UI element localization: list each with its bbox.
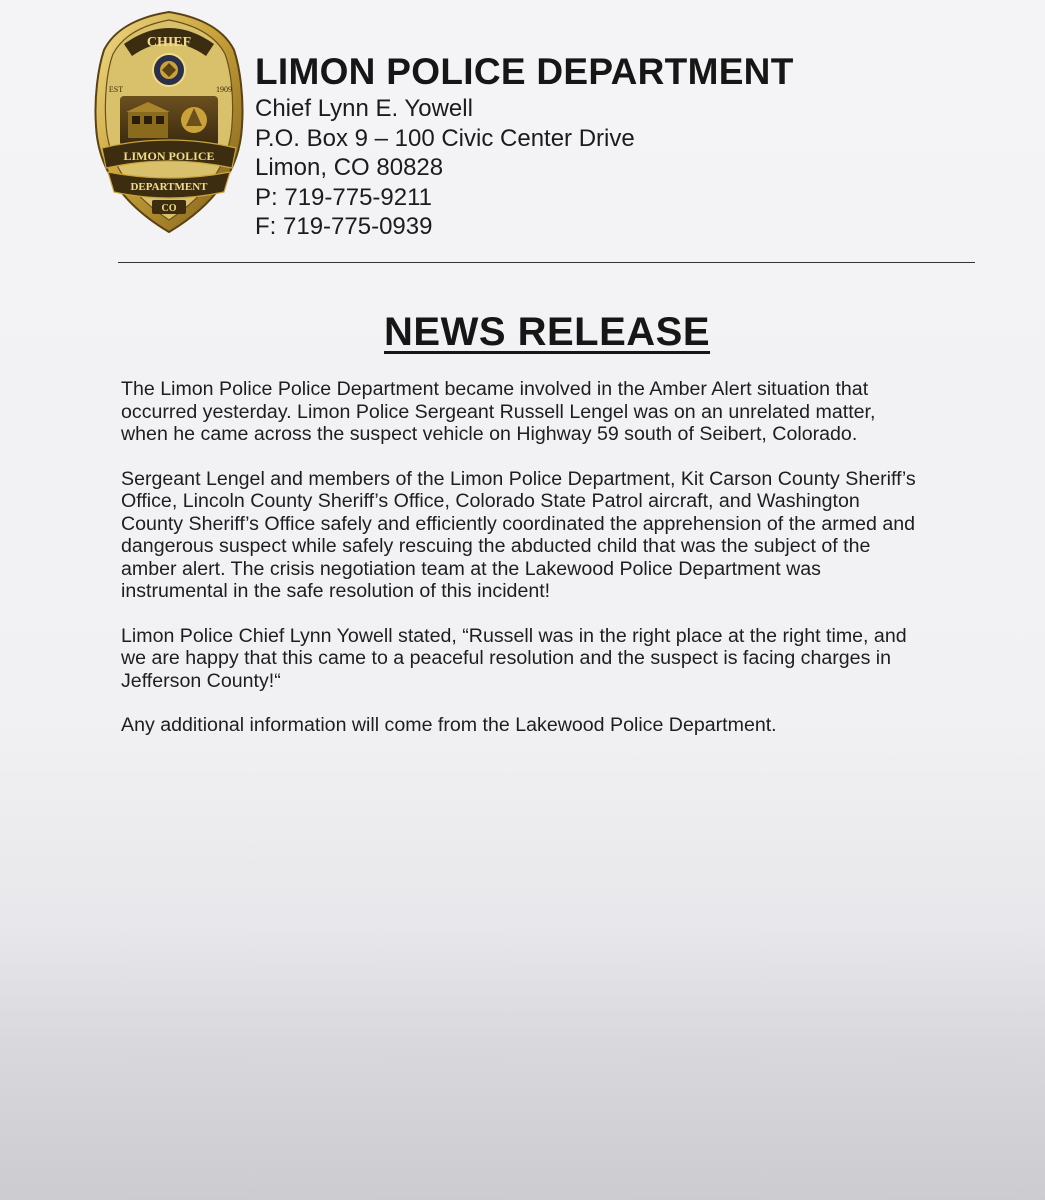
badge-est: EST <box>108 85 124 94</box>
body-line: Jefferson County!“ <box>121 669 281 692</box>
po-box-address: P.O. Box 9 – 100 Civic Center Drive <box>255 124 635 152</box>
letterhead <box>255 50 794 242</box>
department-name: LIMON POLICE DEPARTMENT <box>255 51 794 92</box>
badge-top-text: CHIEF <box>146 35 192 50</box>
body-line: The Limon Police Police Department became involved in the Amber Alert situation that <box>121 378 869 400</box>
paragraph-involvement <box>121 378 1011 446</box>
body-line: Any additional information will come from the Lakewood Police Department. <box>121 714 777 736</box>
badge-ribbon-1-text: LIMON POLICE <box>123 149 215 163</box>
badge-ribbon-2-text: DEPARTMENT <box>130 181 208 193</box>
header-divider <box>118 262 975 263</box>
body-line: instrumental in the safe resolution of this incident! <box>121 580 551 602</box>
body-line: we are happy that this came to a peaceful resolution and the suspect is facing charges in <box>121 647 892 669</box>
paragraph-agencies <box>121 468 1011 603</box>
badge-year: 1909 <box>216 85 232 94</box>
body-line: County Sheriff’s Office safely and efficiently coordinated the apprehension of the armed and <box>121 512 916 535</box>
body-line: occurred yesterday. Limon Police Sergeant Russell Lengel was on an unrelated matter, <box>121 400 876 423</box>
release-body <box>121 378 1011 759</box>
body-line: when he came across the suspect vehicle on Highway 59 south of Seibert, Colorado. <box>121 423 858 445</box>
badge-state: CO <box>161 203 177 214</box>
paragraph-chief-quote <box>121 625 1011 693</box>
paragraph-additional-info <box>121 714 1011 737</box>
police-badge-logo <box>94 8 244 238</box>
body-line: Sergeant Lengel and members of the Limon Police Department, Kit Carson County Sheriff’s <box>121 467 916 490</box>
news-release-title: NEWS RELEASE <box>384 310 711 354</box>
body-line: amber alert. The crisis negotiation team at the Lakewood Police Department was <box>121 557 821 580</box>
fax-number: F: 719-775-0939 <box>255 213 433 240</box>
phone-number: P: 719-775-9211 <box>255 183 433 211</box>
page-shadow <box>0 930 1045 1200</box>
chief-name: Chief Lynn E. Yowell <box>255 95 473 122</box>
body-line: Office, Lincoln County Sheriff’s Office, Colorado State Patrol aircraft, and Washington <box>121 490 860 512</box>
body-line: dangerous suspect while safely rescuing the abducted child that was the subject of the <box>121 535 871 557</box>
city-state-zip: Limon, CO 80828 <box>255 154 444 181</box>
body-line: Limon Police Chief Lynn Yowell stated, “Russell was in the right place at the right time, and <box>121 624 907 647</box>
